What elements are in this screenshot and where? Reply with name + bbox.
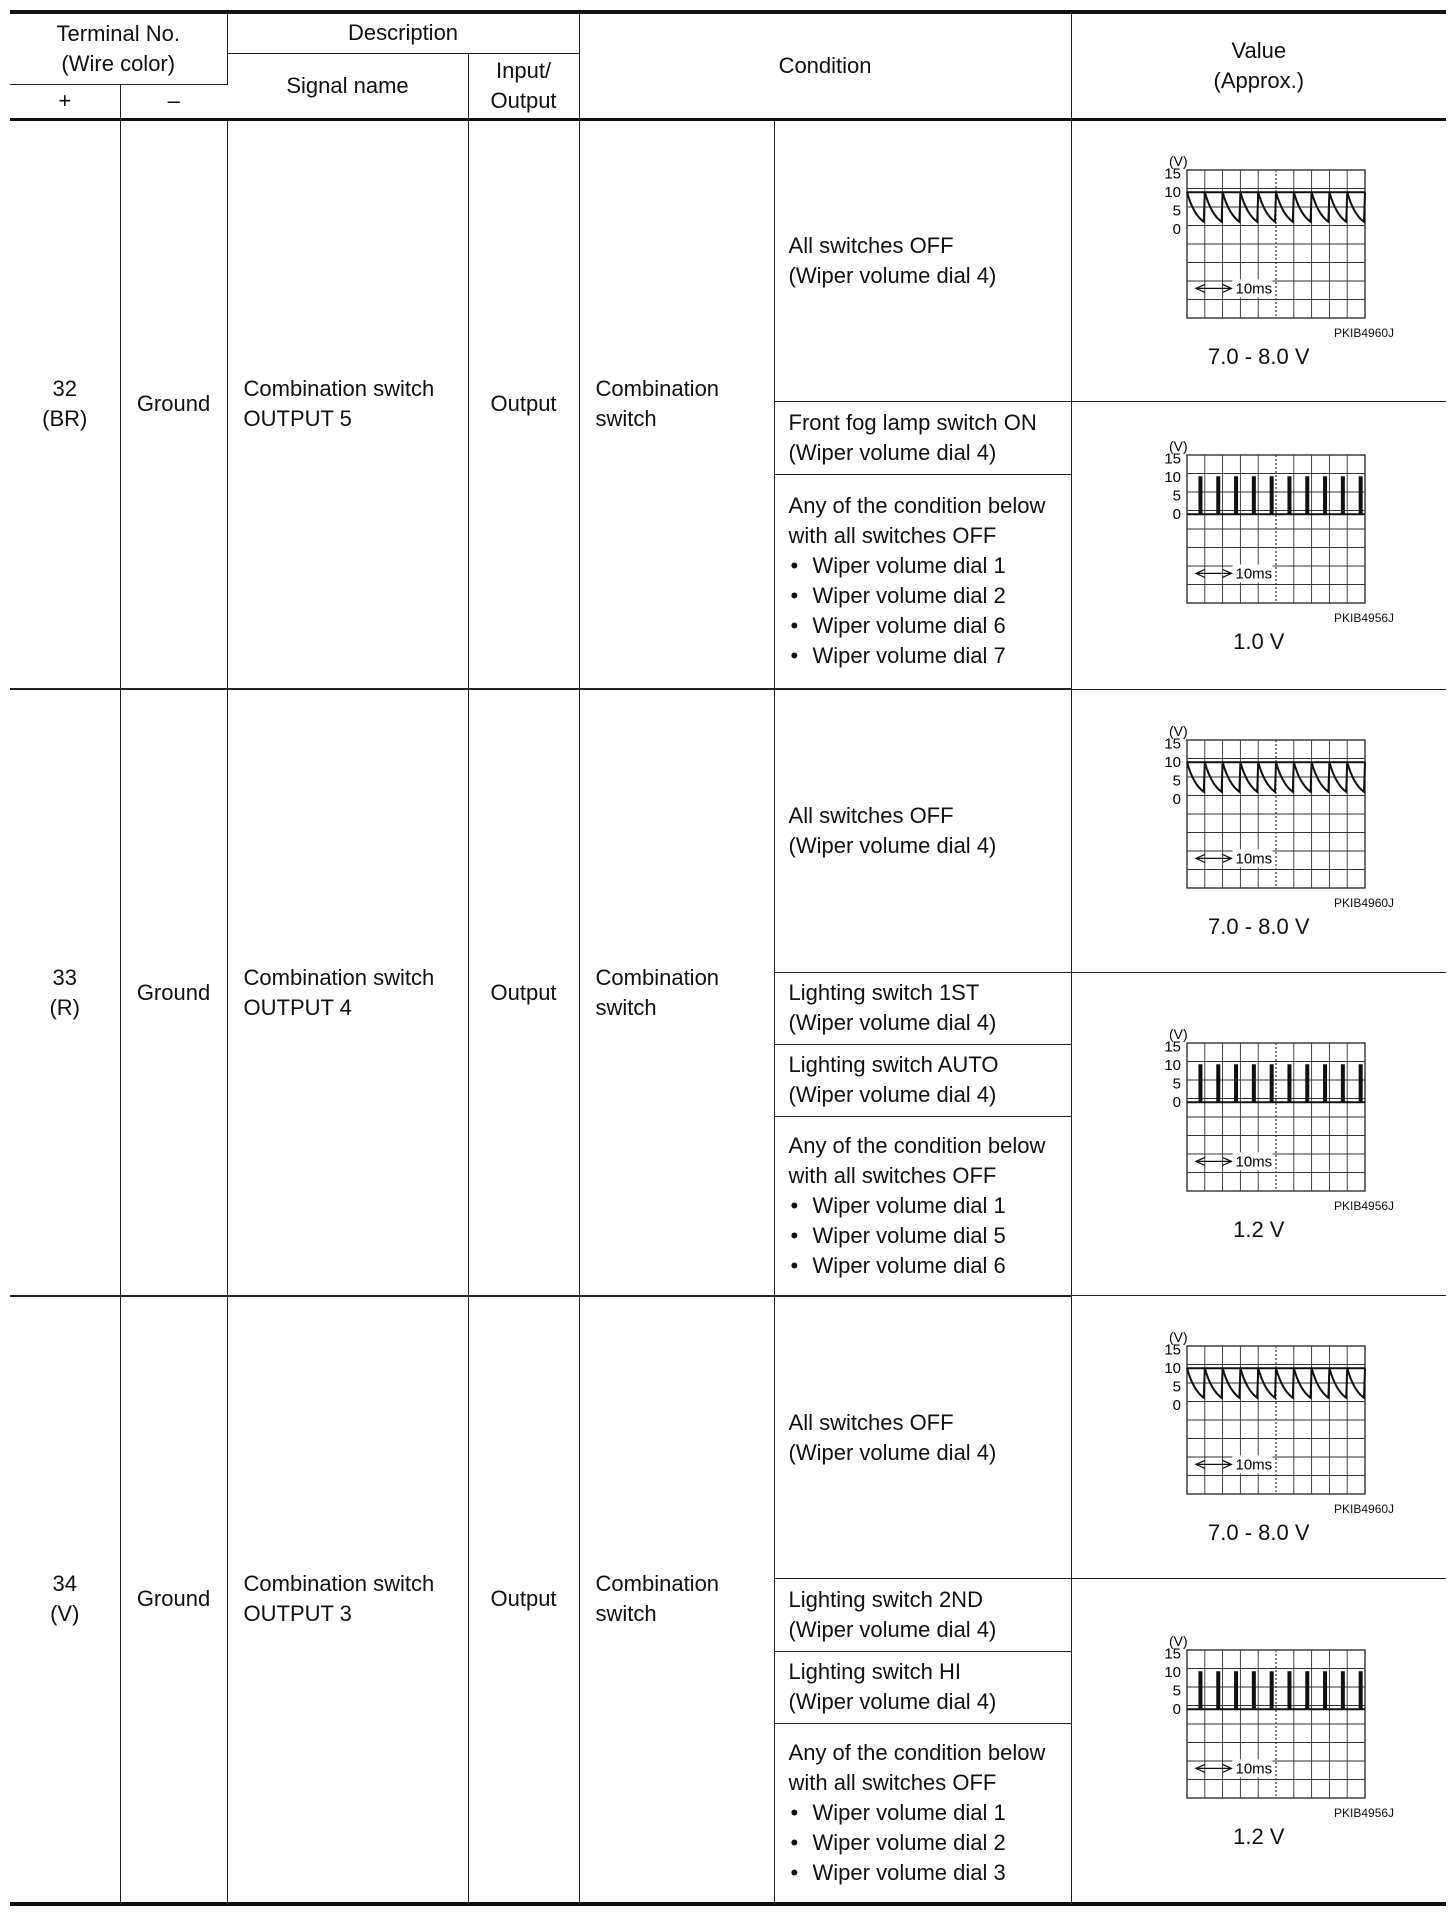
plus-header: + bbox=[10, 84, 120, 119]
condition-main-cell bbox=[579, 119, 774, 689]
condition-sub-cell bbox=[774, 402, 1071, 474]
condition-sub bbox=[789, 408, 1065, 468]
condition-sub-line-2: with all switches OFF bbox=[788, 523, 997, 549]
terminal-number bbox=[10, 374, 120, 434]
waveform-tick-label: 15 bbox=[1164, 1645, 1181, 1663]
condition-sub-cell bbox=[774, 1117, 1071, 1296]
approx-value: 7.0 - 8.0 V bbox=[1208, 1520, 1310, 1546]
sawtooth-waveform bbox=[1139, 150, 1379, 328]
terminal-number-line-1: 34 bbox=[52, 1571, 77, 1597]
value-content bbox=[1072, 720, 1447, 942]
condition-sub-cell bbox=[774, 1296, 1071, 1579]
bullet-item: • Wiper volume dial 3 bbox=[789, 1858, 1065, 1888]
condition-sub bbox=[789, 978, 1065, 1038]
pulse-waveform bbox=[1139, 435, 1379, 613]
condition-sub-line-1: Lighting switch HI bbox=[788, 1659, 961, 1685]
condition-sub-cell bbox=[774, 689, 1071, 972]
terminal-cell bbox=[10, 689, 120, 1296]
condition-header: Condition bbox=[579, 12, 1071, 119]
signal-name-line-2: OUTPUT 3 bbox=[243, 1601, 352, 1627]
figure-code: PKIB4960J bbox=[1334, 895, 1395, 910]
waveform-unit-label: (V) bbox=[1168, 152, 1188, 169]
waveform-tick-label: 0 bbox=[1172, 221, 1181, 239]
description-header: Description bbox=[227, 12, 579, 53]
bullet-list bbox=[789, 1191, 1065, 1281]
signal-name-cell bbox=[227, 1296, 468, 1904]
figure-code: PKIB4956J bbox=[1334, 1805, 1395, 1820]
value-cell bbox=[1071, 689, 1446, 972]
condition-sub bbox=[789, 491, 1065, 551]
signal-name-line-1: Combination switch bbox=[243, 964, 435, 990]
terminal-no-header: Terminal No. (Wire color) bbox=[10, 12, 227, 84]
bullet-item: • Wiper volume dial 6 bbox=[789, 611, 1065, 641]
condition-sub-line-1: All switches OFF bbox=[788, 1409, 954, 1435]
waveform-tick-label: 0 bbox=[1172, 1094, 1181, 1112]
signal-name-line-1: Combination switch bbox=[243, 1571, 435, 1597]
time-div-label: 10ms bbox=[1235, 564, 1272, 582]
condition-sub-line-1: Lighting switch 1ST bbox=[788, 980, 980, 1006]
time-div-label: 10ms bbox=[1235, 280, 1272, 298]
condition-main-line-2: switch bbox=[595, 1601, 657, 1627]
condition-sub-line-2: (Wiper volume dial 4) bbox=[788, 1010, 997, 1036]
bullet-list bbox=[789, 551, 1065, 671]
waveform-tick-label: 5 bbox=[1172, 1075, 1181, 1093]
time-div-label: 10ms bbox=[1235, 849, 1272, 867]
terminal-cell bbox=[10, 1296, 120, 1904]
io-cell: Output bbox=[468, 689, 579, 1296]
condition-sub-line-1: Lighting switch 2ND bbox=[788, 1587, 983, 1612]
figure-code: PKIB4960J bbox=[1334, 325, 1395, 340]
value-content bbox=[1072, 1630, 1447, 1852]
waveform-tick-label: 5 bbox=[1172, 487, 1181, 505]
approx-value: 1.2 V bbox=[1233, 1823, 1285, 1849]
value-cell bbox=[1071, 1579, 1446, 1904]
input-output-header: Input/ Output bbox=[468, 53, 579, 119]
approx-value: 7.0 - 8.0 V bbox=[1208, 913, 1310, 939]
condition-sub-cell bbox=[774, 119, 1071, 402]
waveform-unit-label: (V) bbox=[1168, 1632, 1188, 1649]
condition-sub bbox=[789, 1408, 1065, 1468]
condition-sub-line-2: (Wiper volume dial 4) bbox=[788, 1082, 997, 1108]
bullet-item: • Wiper volume dial 6 bbox=[789, 1251, 1065, 1281]
waveform-tick-label: 15 bbox=[1164, 735, 1181, 753]
condition-main-cell bbox=[579, 1296, 774, 1904]
waveform-tick-label: 10 bbox=[1164, 1663, 1181, 1681]
waveform-tick-label: 15 bbox=[1164, 1342, 1181, 1360]
condition-sub-cell bbox=[774, 1651, 1071, 1723]
value-cell bbox=[1071, 1296, 1446, 1579]
value-cell bbox=[1071, 972, 1446, 1296]
condition-sub-line-2: with all switches OFF bbox=[788, 1162, 997, 1188]
value-cell bbox=[1071, 119, 1446, 402]
bullet-list bbox=[789, 1798, 1065, 1888]
condition-sub-line-2: with all switches OFF bbox=[788, 1769, 997, 1795]
minus-header: – bbox=[120, 84, 227, 119]
terminal-number-line-2: (R) bbox=[49, 994, 81, 1020]
condition-sub bbox=[789, 1738, 1065, 1798]
figure-code: PKIB4956J bbox=[1334, 1199, 1395, 1213]
bullet-item: • Wiper volume dial 2 bbox=[789, 581, 1065, 611]
waveform-tick-label: 10 bbox=[1164, 1057, 1181, 1075]
condition-sub bbox=[789, 231, 1065, 291]
time-div-label: 10ms bbox=[1235, 1760, 1272, 1778]
table-body bbox=[10, 119, 1446, 1904]
ground-cell: Ground bbox=[120, 689, 227, 1296]
bullet-item: • Wiper volume dial 1 bbox=[789, 1191, 1065, 1221]
io-cell: Output bbox=[468, 1296, 579, 1904]
condition-sub bbox=[789, 1131, 1065, 1191]
terminal-spec-table bbox=[10, 10, 1446, 1906]
terminal-number-line-2: (BR) bbox=[42, 406, 88, 432]
bullet-item: • Wiper volume dial 2 bbox=[789, 1828, 1065, 1858]
terminal-number bbox=[10, 1569, 120, 1629]
waveform-tick-label: 10 bbox=[1164, 1360, 1181, 1378]
approx-value: 7.0 - 8.0 V bbox=[1208, 343, 1310, 369]
bullet-item: • Wiper volume dial 7 bbox=[789, 641, 1065, 671]
sawtooth-waveform bbox=[1139, 1326, 1379, 1504]
signal-name-line-2: OUTPUT 5 bbox=[243, 406, 352, 432]
terminal-number-line-2: (V) bbox=[50, 1601, 80, 1627]
approx-value: 1.0 V bbox=[1233, 628, 1285, 654]
condition-main bbox=[596, 374, 774, 434]
condition-main-line-1: Combination bbox=[595, 1571, 720, 1597]
signal-name-line-2: OUTPUT 4 bbox=[243, 994, 352, 1020]
condition-sub-line-2: (Wiper volume dial 4) bbox=[788, 262, 997, 288]
waveform-tick-label: 15 bbox=[1164, 450, 1181, 468]
bullet-item: • Wiper volume dial 5 bbox=[789, 1221, 1065, 1251]
terminal-number-line-1: 32 bbox=[52, 376, 77, 402]
condition-main-line-1: Combination bbox=[595, 964, 720, 990]
waveform-unit-label: (V) bbox=[1168, 437, 1188, 454]
condition-sub-line-1: Any of the condition below bbox=[788, 493, 1046, 519]
terminal-number-line-1: 33 bbox=[52, 964, 77, 990]
terminal-row bbox=[10, 119, 1446, 402]
value-content bbox=[1072, 150, 1447, 372]
condition-main-cell bbox=[579, 689, 774, 1296]
condition-sub-line-1: Lighting switch AUTO bbox=[788, 1052, 999, 1078]
condition-sub-line-2: (Wiper volume dial 4) bbox=[788, 832, 997, 858]
condition-sub-cell bbox=[774, 474, 1071, 689]
signal-name bbox=[244, 1569, 468, 1629]
condition-sub-line-1: All switches OFF bbox=[788, 232, 954, 258]
waveform-tick-label: 10 bbox=[1164, 468, 1181, 486]
signal-name-header: Signal name bbox=[227, 53, 468, 119]
condition-sub-line-2: (Wiper volume dial 4) bbox=[788, 1617, 997, 1642]
condition-main-line-2: switch bbox=[595, 994, 657, 1020]
terminal-cell bbox=[10, 119, 120, 689]
ground-cell: Ground bbox=[120, 1296, 227, 1904]
bullet-item: • Wiper volume dial 1 bbox=[789, 551, 1065, 581]
condition-sub-line-2: (Wiper volume dial 4) bbox=[788, 1439, 997, 1465]
signal-name-cell bbox=[227, 689, 468, 1296]
waveform-tick-label: 5 bbox=[1172, 1682, 1181, 1700]
table-header bbox=[10, 12, 1446, 119]
condition-sub-line-2: (Wiper volume dial 4) bbox=[788, 440, 997, 466]
signal-name bbox=[244, 963, 468, 1023]
condition-main bbox=[596, 1569, 774, 1629]
ground-cell: Ground bbox=[120, 119, 227, 689]
pulse-waveform bbox=[1139, 1630, 1379, 1808]
condition-sub-line-1: Any of the condition below bbox=[788, 1739, 1046, 1765]
bullet-item: • Wiper volume dial 1 bbox=[789, 1798, 1065, 1828]
waveform-tick-label: 15 bbox=[1164, 165, 1181, 183]
terminal-row bbox=[10, 689, 1446, 972]
condition-sub-cell bbox=[774, 1723, 1071, 1904]
condition-sub bbox=[789, 1585, 1065, 1645]
pulse-waveform bbox=[1139, 1023, 1379, 1201]
condition-sub-line-1: Front fog lamp switch ON bbox=[788, 410, 1037, 436]
time-div-label: 10ms bbox=[1235, 1153, 1272, 1171]
condition-sub-cell bbox=[774, 972, 1071, 1044]
sawtooth-waveform bbox=[1139, 720, 1379, 898]
waveform-unit-label: (V) bbox=[1168, 1329, 1188, 1346]
waveform-tick-label: 0 bbox=[1172, 505, 1181, 523]
value-header: Value (Approx.) bbox=[1071, 12, 1446, 119]
io-cell: Output bbox=[468, 119, 579, 689]
condition-sub-line-1: All switches OFF bbox=[788, 802, 954, 828]
waveform-tick-label: 0 bbox=[1172, 1700, 1181, 1718]
figure-code: PKIB4960J bbox=[1334, 1502, 1395, 1517]
terminal-row bbox=[10, 1296, 1446, 1579]
waveform-tick-label: 10 bbox=[1164, 184, 1181, 202]
value-content bbox=[1072, 1326, 1447, 1548]
condition-sub bbox=[789, 1657, 1065, 1717]
condition-sub-line-1: Any of the condition below bbox=[788, 1132, 1046, 1158]
approx-value: 1.2 V bbox=[1233, 1217, 1285, 1242]
waveform-tick-label: 5 bbox=[1172, 772, 1181, 790]
terminal-number bbox=[10, 963, 120, 1023]
condition-main-line-1: Combination bbox=[595, 376, 720, 402]
waveform-tick-label: 10 bbox=[1164, 753, 1181, 771]
signal-name bbox=[244, 374, 468, 434]
condition-sub-cell bbox=[774, 1579, 1071, 1651]
waveform-unit-label: (V) bbox=[1168, 1026, 1188, 1042]
value-content bbox=[1072, 1023, 1447, 1245]
waveform-tick-label: 15 bbox=[1164, 1038, 1181, 1056]
waveform-tick-label: 0 bbox=[1172, 790, 1181, 808]
value-content bbox=[1072, 435, 1447, 657]
waveform-unit-label: (V) bbox=[1168, 722, 1188, 739]
value-cell bbox=[1071, 402, 1446, 689]
signal-name-line-1: Combination switch bbox=[243, 376, 435, 402]
condition-sub-line-2: (Wiper volume dial 4) bbox=[788, 1689, 997, 1715]
condition-main-line-2: switch bbox=[595, 406, 657, 432]
condition-sub-cell bbox=[774, 1044, 1071, 1116]
time-div-label: 10ms bbox=[1235, 1456, 1272, 1474]
figure-code: PKIB4956J bbox=[1334, 610, 1395, 625]
waveform-tick-label: 5 bbox=[1172, 202, 1181, 220]
condition-sub bbox=[789, 1050, 1065, 1110]
waveform-tick-label: 5 bbox=[1172, 1379, 1181, 1397]
condition-main bbox=[596, 963, 774, 1023]
waveform-tick-label: 0 bbox=[1172, 1397, 1181, 1415]
signal-name-cell bbox=[227, 119, 468, 689]
condition-sub bbox=[789, 801, 1065, 861]
